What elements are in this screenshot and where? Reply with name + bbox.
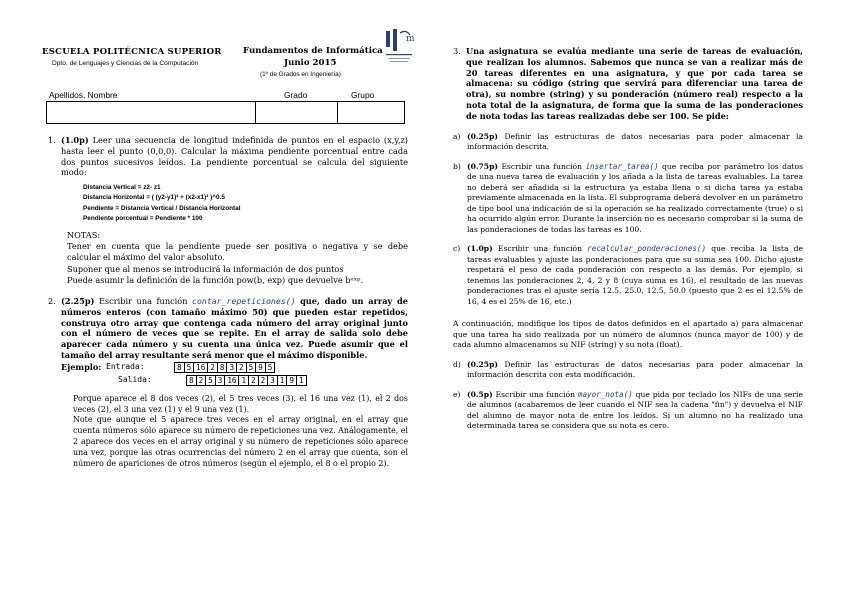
question-3	[453, 46, 803, 122]
slope-formulas	[83, 183, 408, 224]
input-array-cell: 5	[184, 362, 194, 372]
example-output-row	[61, 375, 408, 386]
input-array-cell: 5	[246, 362, 256, 372]
formula-horizontal: Distancia Horizontal = ( (y2-y1)² + (x2-x1)² )^0.5	[83, 194, 225, 202]
course-title: Fundamentos de Informática	[243, 46, 383, 56]
explanation-2: Note que aunque el 5 aparece tres veces en el array original, en el array que cuenta números sólo aparece su número de repeticiones una vez. Análogamente, el 2 aparece dos veces en el array original y su número de repeticiones sólo aparece una vez, porque las otras ocurrencias del número 2 en el array que cuenta, son el número de apariciones de otros números (según el ejemplo, el 8 o el propio 2).	[73, 415, 408, 468]
name-label: Apellidos, Nombre	[49, 90, 118, 100]
right-column	[453, 46, 803, 432]
formula-vertical: Distancia Vertical = z2- z1	[83, 184, 161, 192]
continuation-text: A continuación, modifique los tipos de datos definidos en el apartado a) para almacenar que una tarea ha sido realizada por un número de alumnos (nunca mayor de 100) y de cada alumno almacenamos su NIF (string) y su nota (float).	[453, 319, 803, 350]
subquestion-e-points: (0.5p)	[467, 389, 493, 399]
output-array-cell: 3	[215, 375, 225, 385]
formula-slope: Pendiente = Distancia Vertical / Distancia Horizontal	[83, 204, 241, 212]
output-label: Salida:	[118, 374, 152, 384]
table-top-border	[46, 101, 405, 102]
output-array-cell: 2	[196, 375, 206, 385]
input-array-cell: 3	[227, 362, 237, 372]
note-3: Puede asumir la definición de la función pow(b, exp) que devuelve bᵉˣᵖ.	[67, 274, 364, 285]
output-array-cell: 1	[277, 375, 287, 385]
subquestion-b-label: b)	[453, 161, 461, 171]
subquestion-d	[453, 360, 803, 381]
input-label: Entrada:	[106, 361, 145, 371]
subquestion-d-label: d)	[453, 359, 461, 369]
question-2-text-before: Escribir una función	[98, 296, 188, 307]
input-array-cell: 9	[256, 362, 266, 372]
student-id-table	[46, 90, 405, 124]
example-input-row	[61, 362, 408, 373]
output-array-cell: 2	[258, 375, 268, 385]
question-1-points: (1.0p)	[61, 135, 89, 145]
input-array-cell: 8	[217, 362, 227, 372]
question-2-text-after: que, dado un array de números enteros (con tamaño máximo 50) que pueden estar repetidos, construya otro array que contenga cada número del array original junto con el número de veces que se repite. En el array de salida solo debe aparecer cada número y su cuenta una única vez. Puede asumir que el tamaño del array resultante será menor que el máximo disponible.	[61, 296, 408, 360]
left-column	[48, 135, 408, 469]
function-name-contar: contar_repeticiones()	[192, 296, 296, 307]
table-divider-2	[337, 101, 338, 124]
question-1-number: 1.	[48, 135, 56, 145]
subquestion-b-text: que reciba por parámetro los datos de una nueva tarea de evaluación y los añada a la lista de tareas evaluables. La tarea no deberá ser añadida si la estructura ya estaba llena o si dicha tarea ya estaba previamente almacenada en la lista. El subprograma deberá devolver en un parámetro de tipo bool una indicación de si la operación se ha realizado correctamente (true) o si ha ocurrido algún error. Durante la inserción no es necesario comprobar si la suma de las ponderaciones de todas las tareas es 100.	[467, 161, 803, 234]
example-explanation	[73, 394, 408, 470]
question-2-number: 2.	[48, 296, 56, 307]
table-divider-1	[255, 101, 256, 124]
output-array-cell: 5	[206, 375, 216, 385]
subquestion-b-points: (0.75p)	[467, 161, 498, 171]
question-3-number: 3.	[453, 46, 461, 56]
output-array-cell: 16	[225, 375, 239, 385]
subquestion-a	[453, 132, 803, 153]
subquestion-e-before: Escribir una función	[495, 389, 576, 399]
output-array-cell: 3	[268, 375, 278, 385]
subquestion-d-text: Definir las estructuras de datos necesarias para poder almacenar la información descrita con esta modificación.	[467, 359, 803, 380]
input-array-cell: 5	[265, 362, 275, 372]
exam-session: Junio 2015	[284, 58, 337, 68]
input-array	[174, 362, 275, 373]
subquestion-c-label: c)	[453, 244, 461, 254]
output-array-cell: 1	[239, 375, 249, 385]
example-label: Ejemplo:	[61, 361, 102, 372]
input-array-cell: 16	[194, 362, 208, 372]
output-array	[186, 375, 307, 386]
function-name-recalcular: recalcular_ponderaciones()	[587, 244, 707, 254]
grade-label: Grado	[284, 90, 308, 100]
table-left-border	[46, 101, 47, 124]
subquestion-b-before: Escribir una función	[501, 161, 583, 171]
note-2: Suponer que al menos se introducirá la información de dos puntos	[67, 263, 344, 274]
subquestion-e	[453, 390, 803, 432]
output-array-cell: 1	[296, 375, 306, 385]
function-name-insertar: insertar_tarea()	[585, 161, 659, 171]
subquestion-a-text: Definir las estructuras de datos necesarias para poder almacenar la información descrita.	[467, 131, 803, 152]
question-3-text: Una asignatura se evalúa mediante una serie de tareas de evaluación, que realizan los alumnos. Sabemos que nunca se van a realizar más de 20 tareas diferentes en una asignatura, y que por cada tarea se almacena: su código (string que servirá para diferenciar una tarea de otra), su nombre (string) y su ponderación (número real) respecto a la nota total de la asignatura, de forma que la suma de las ponderaciones de nota todas las tareas realizadas debe ser 100. Se pide:	[466, 46, 803, 121]
function-name-mayor-nota: mayor_nota()	[577, 389, 633, 399]
input-array-cell: 2	[237, 362, 247, 372]
explanation-1: Porque aparece el 8 dos veces (2), el 5 tres veces (3), el 16 una vez (1), el 2 dos veces (2), el 3 una vez (1) y el 9 una vez (1).	[73, 393, 408, 414]
question-2-points: (2.25p)	[61, 296, 95, 307]
subquestion-a-points: (0.25p)	[467, 131, 498, 141]
subquestion-c-before: Escribir una función	[497, 244, 582, 254]
output-array-cell: 2	[249, 375, 259, 385]
notes-title: NOTAS:	[67, 230, 101, 240]
subquestion-c-text: que reciba la lista de tareas evaluables y ajuste las ponderaciones para que su suma sea 100. Dicho ajuste respetará el peso de cada ponderación con respecto a las demás. Por ejemplo, si tenemos las ponderaciones 2, 4, 2 y 8 (cuya suma es 16), el resultado de las nuevas ponderaciones tras el ajuste sería 12.5, 25.0, 12.5, 50.0 (puesto que 2 es el 12.5% de 16, 4 es el 25% de 16, etc.)	[467, 244, 804, 306]
subquestion-b	[453, 162, 803, 236]
subquestion-d-points: (0.25p)	[467, 359, 498, 369]
subquestion-c-points: (1.0p)	[467, 244, 493, 254]
output-array-cell: 8	[187, 375, 197, 385]
table-right-border	[404, 101, 405, 124]
degree-note: (1º de Grados en Ingeniería)	[260, 71, 341, 78]
department-name: Dpto. de Lenguajes y Ciencias de la Computación	[52, 60, 199, 67]
input-array-cell: 8	[175, 362, 185, 372]
subquestion-e-text: que pida por teclado los NIFs de una serie de alumnos (acabaremos de leer cuando el NIF sea la cadena "fin") y devuelva el NIF del alumno de mayor nota de entre los leídos. Si un alumno no ha realizado una determinada tarea se considera que su nota es cero.	[467, 389, 803, 431]
subquestion-e-label: e)	[453, 389, 461, 399]
input-array-cell: 2	[208, 362, 218, 372]
subquestion-c	[453, 244, 803, 307]
question-1-text: Leer una secuencia de longitud indefinida de puntos en el espacio (x,y,z) hasta leer el punto (0,0,0). Calcular la máxima pendiente porcentual entre cada dos puntos sucesivos leídos. La pendiente porcentual se calcula del siguiente modo:	[61, 135, 408, 178]
school-name: ESCUELA POLITÉCNICA SUPERIOR	[42, 47, 222, 57]
output-array-cell: 9	[287, 375, 297, 385]
university-logo-icon	[384, 27, 418, 67]
svg-text:m: m	[406, 34, 415, 44]
note-1: Tener en cuenta que la pendiente puede ser positiva o negativa y se debe calcular el máximo del valor absoluto.	[67, 241, 408, 263]
question-1	[48, 135, 408, 286]
question-2	[48, 296, 408, 469]
group-label: Grupo	[351, 90, 375, 100]
question-1-notes	[67, 230, 408, 286]
formula-percent: Pendiente porcentual = Pendiente * 100	[83, 214, 203, 222]
table-bottom-border	[46, 123, 405, 124]
subquestion-a-label: a)	[453, 131, 461, 141]
